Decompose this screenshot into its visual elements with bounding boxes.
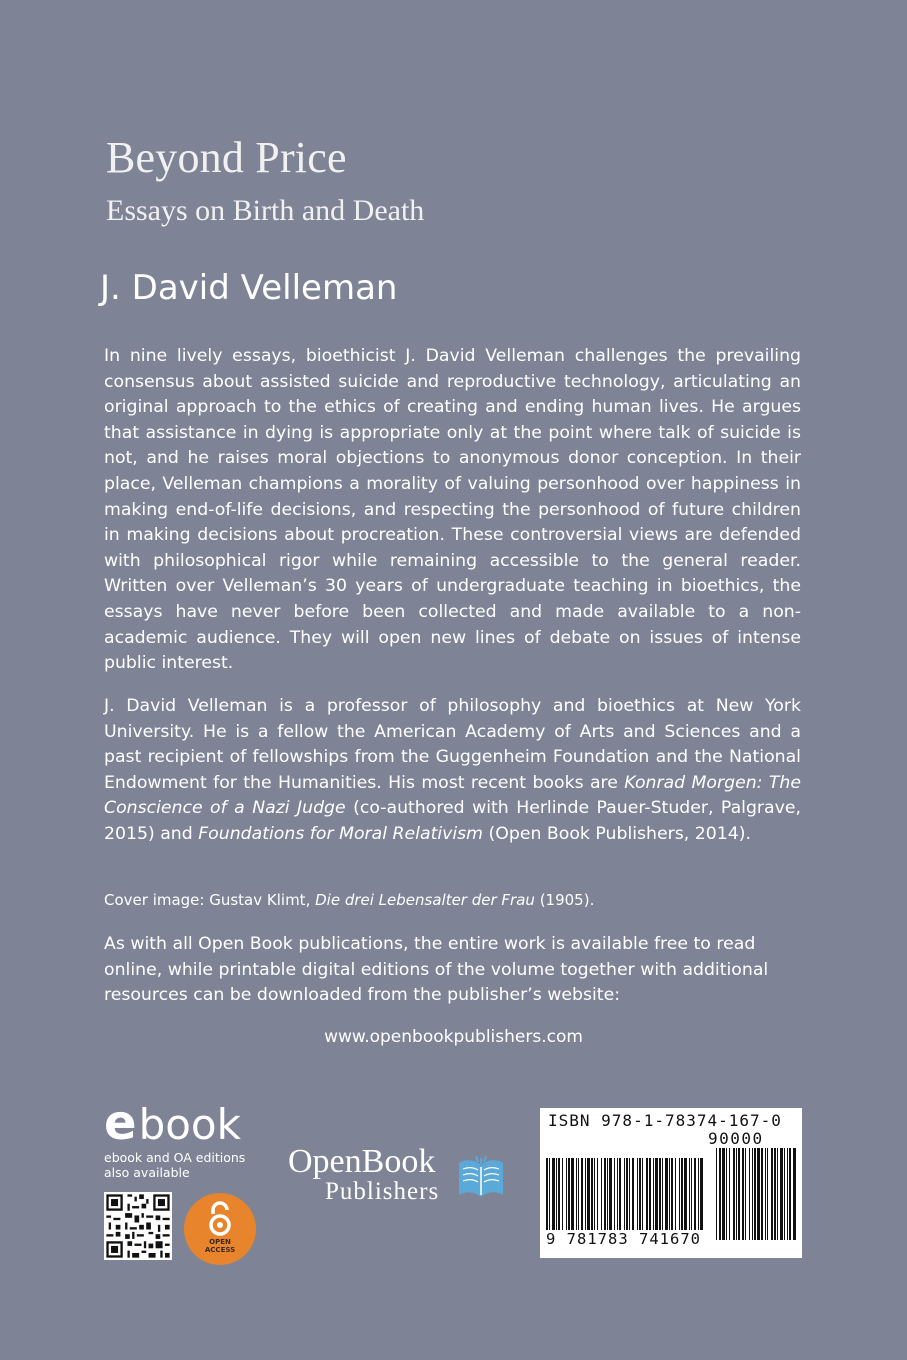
- author-bio-text-1: J. David Velleman is a professor of philosophy and bioethics at New York University. He is a fellow the American Academy of Arts and Sciences and a past recipient of fellowships from the Guggenheim Foundation and the National Endowment for the Humanities. His most recent books are: [104, 696, 801, 793]
- book-title: Beyond Price: [106, 133, 347, 182]
- barcode-icon: [546, 1132, 796, 1240]
- open-book-icon: [457, 1155, 505, 1201]
- ebook-note-line-2: also available: [104, 1165, 190, 1180]
- author-bio: [104, 694, 801, 848]
- isbn-text: ISBN 978-1-78374-167-0: [548, 1111, 782, 1130]
- publisher-website[interactable]: www.openbookpublishers.com: [324, 1027, 583, 1047]
- price-code: 90000: [708, 1129, 764, 1148]
- publisher-sub: Publishers: [325, 1178, 440, 1205]
- open-access-note: As with all Open Book publications, the entire work is available free to read online, while printable digital editions of the volume together with additional resources can be downloaded from the publisher’s website:: [104, 934, 769, 1006]
- open-access-label-1: OPEN: [209, 1238, 231, 1246]
- book-subtitle: Essays on Birth and Death: [106, 194, 425, 227]
- cover-credit-work: Die drei Lebensalter der Frau: [315, 891, 535, 909]
- ebook-logo: [104, 1095, 241, 1151]
- ebook-logo-e: e: [104, 1095, 137, 1151]
- book-description: In nine lively essays, bioethicist J. David Velleman challenges the prevailing consensus about assisted suicide and reproductive technology, articulating an original approach to the ethics of creating and ending human lives. He argues that assistance in dying is appropriate only at the point where talk of suicide is not, and he raises moral objections to anonymous donor conception. In their place, Velleman champions a morality of valuing personhood over happiness in making end-of-life decisions, and respecting the personhood of future children in making decisions about procreation. These controversial views are defended with philosophical rigor while remaining accessible to the general reader. Written over Velleman’s 30 years of undergraduate teaching in bioethics, the essays have never before been collected and made available to a non-academic audience. They will open new lines of debate on issues of intense public interest.: [104, 346, 801, 674]
- publisher-name: OpenBook: [288, 1143, 436, 1180]
- qr-code-icon[interactable]: [104, 1192, 172, 1260]
- cover-credit: [104, 889, 594, 911]
- author-bio-text-3: (Open Book Publishers, 2014).: [483, 823, 751, 844]
- ebook-logo-word: book: [138, 1100, 241, 1149]
- cover-credit-year: (1905).: [534, 891, 595, 909]
- cover-credit-prefix: Cover image: Gustav Klimt,: [104, 891, 316, 909]
- ebook-availability-note: [104, 1150, 245, 1180]
- open-access-icon[interactable]: [183, 1192, 257, 1266]
- barcode-digits: 9 781783 741670: [546, 1230, 701, 1248]
- publisher-logo: [288, 1145, 439, 1205]
- author-bio-text-2: (co-authored with Herlinde Pauer-Studer, Palgrave, 2015) and: [104, 798, 801, 844]
- author-bio-book-2: Foundations for Moral Relativism: [198, 823, 484, 844]
- open-access-label-2: ACCESS: [204, 1246, 236, 1254]
- author-bio-book-1: Konrad Morgen: The Conscience of a Nazi Judge: [104, 772, 801, 819]
- book-author: J. David Velleman: [100, 268, 398, 308]
- ebook-note-line-1: ebook and OA editions: [104, 1150, 246, 1165]
